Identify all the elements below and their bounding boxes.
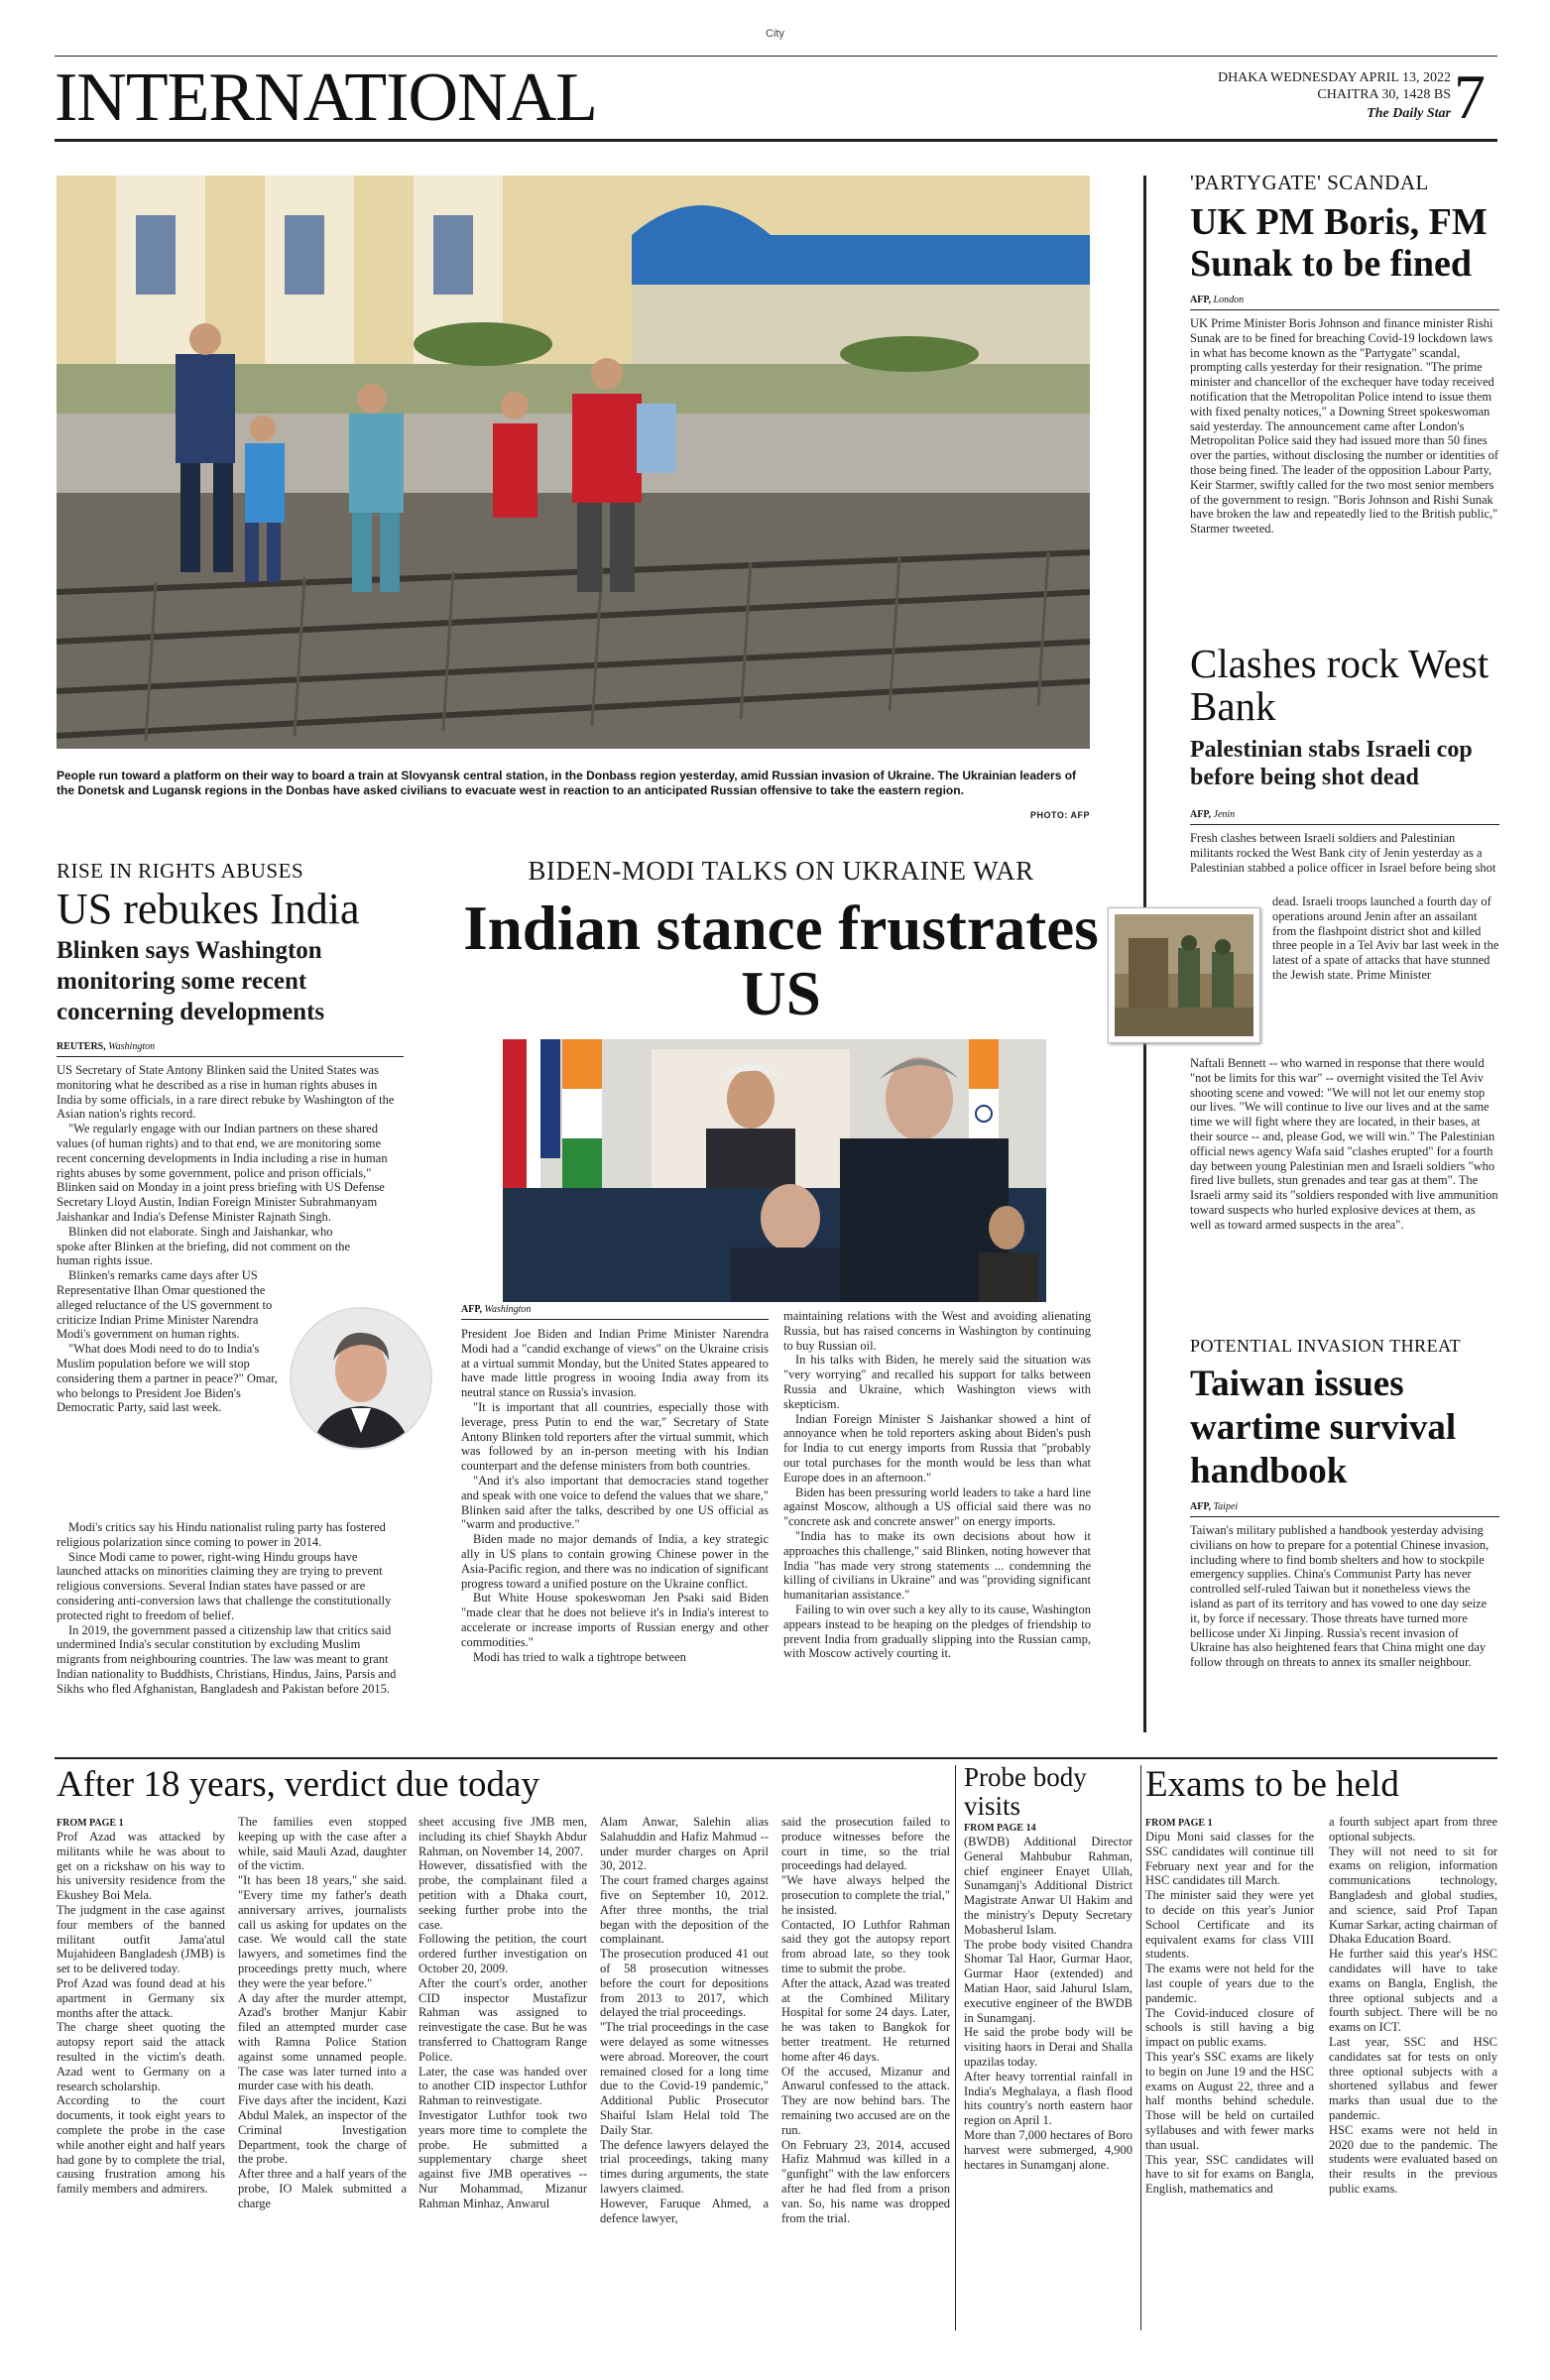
partygate-kicker: 'PARTYGATE' SCANDAL <box>1190 171 1429 194</box>
verdict-from: FROM PAGE 1 <box>57 1818 124 1829</box>
probe-left-rule <box>955 1765 956 2330</box>
westbank-subhead: Palestinian stabs Israeli cop before being shot dead <box>1190 737 1473 790</box>
paragraph: Modi's critics say his Hindu nationalist ruling party has fostered religious polarization since coming to power in 2014. <box>57 1520 386 1549</box>
partygate-byline: AFP, London <box>1190 295 1245 305</box>
probe-from: FROM PAGE 14 <box>964 1823 1036 1834</box>
verdict-headline: After 18 years, verdict due today <box>57 1764 539 1805</box>
westbank-body-rest: Naftali Bennett -- who warned in response that there would "not be limits for this war" -- overnight visited the Tel Aviv shooting scene and vowed: "We will not let our enemy stop our lives. "We will continue to live our lives and at the same time we will fight where they are located, in their bases, at their source -- and, please God, we will win." The Palestinian official news agency Wafa said "clashes erupted" for a fourth day between young Palestinian men and Israeli soldiers "who fired live bullets, stun grenades and tear gas at them". The Israeli army said its "soldiers responded with live ammunition toward suspects who hurled explosive devices at them, as well as toward armed suspects in the area". <box>1190 1056 1498 1232</box>
india-rights-headline: US rebukes India <box>57 885 360 933</box>
biden-modi-kicker: BIDEN-MODI TALKS ON UKRAINE WAR <box>528 856 1034 886</box>
paragraph: "We regularly engage with our Indian partners on these shared values (of human rights) and to that end, we are monitoring some recent concerning developments in India including a rise in human rights abuses by some government, police and prison officials," Blinken said on Monday in a joint press briefing with US Defense Secretary Lloyd Austin, Indian Foreign Minister Subrahmanyam Jaishankar and India's Defense Minister Rajnath Singh. <box>57 1122 388 1224</box>
paragraph: "What does Modi need to do to India's Muslim population before we will stop considering them a partner in peace?" Omar, who belongs to President Joe Biden's Democratic Party, said last week. <box>57 1342 278 1415</box>
paragraph: In his talks with Biden, he merely said the situation was "very worrying" and recalled his support for talks between Russia and Ukraine, which Washington views with skepticism. <box>783 1353 1091 1411</box>
probe-headline: Probe body visits <box>964 1762 1087 1821</box>
top-rule <box>55 56 1497 57</box>
biden-modi-rule <box>461 1319 769 1320</box>
india-rights-subhead: Blinken says Washington monitoring some recent concerning developments <box>57 937 325 1025</box>
exams-headline: Exams to be held <box>1145 1764 1399 1805</box>
partygate-body: UK Prime Minister Boris Johnson and finance minister Rishi Sunak are to be fined for breaching Covid-19 lockdown laws in what has become known as the "Partygate" scandal, prompting calls yesterday for their resignation. "The prime minister and chancellor of the exchequer have today received notification that the Metropolitan Police intend to issue them with fixed penalty notices," a Downing Street spokeswoman said yesterday. The announcement came after London's Metropolitan Police said they had issued more than 50 fines over the parties, without disclosing the number or identities of those being fined. The leader of the opposition Labour Party, Keir Starmer, swiftly called for the two most senior members of the government to resign. "Boris Johnson and Rishi Sunak have broken the law and repeatedly lied to the British public," Starmer tweeted. <box>1190 316 1499 536</box>
westbank-photo-image <box>1109 908 1259 1042</box>
paragraph: Modi has tried to walk a tightrope between <box>473 1649 686 1664</box>
taiwan-rule <box>1190 1516 1499 1517</box>
paragraph: Since Modi came to power, right-wing Hindu groups have launched attacks on minorities claiming they are trying to prevent religious conversions. Several Indian states have passed or are considering anti-conversion laws that challenge the constitutionally protected right to freedom of belief. <box>57 1549 392 1622</box>
india-rights-body-bottom <box>57 1520 404 1697</box>
taiwan-story <box>1190 1336 1499 1670</box>
westbank-headline: Clashes rock West Bank <box>1190 641 1490 729</box>
lead-photo-image <box>57 176 1090 749</box>
probe-right-rule <box>1140 1765 1141 2330</box>
lead-photo-caption: People run toward a platform on their way to board a train at Slovyansk central station, in the Donbass region yesterday, amid Russian invasion of Ukraine. The Ukrainian leaders of the Donetsk and Lugansk regions in the Donbas have asked civilians to evacuate west in reaction to an anticipated Russian offensive to take the eastern region. <box>57 769 1077 797</box>
partygate-rule <box>1190 309 1499 310</box>
paper-name: The Daily Star <box>1367 106 1451 121</box>
paragraph: Biden has been pressuring world leaders to take a hard line against Moscow, although a US official said there was no "concrete ask and concrete answer" on energy imports. <box>783 1485 1091 1529</box>
paragraph: US Secretary of State Antony Blinken said the United States was monitoring what he described as a rise in human rights abuses in India by some officials, in a rare direct rebuke by Washington of the Asian nation's rights record. <box>57 1063 395 1122</box>
westbank-photo <box>1108 907 1260 1043</box>
blinken-portrait-image <box>292 1309 430 1448</box>
section-label: City <box>766 28 784 40</box>
partygate-story <box>1190 171 1499 536</box>
page-number: 7 <box>1454 61 1486 132</box>
paragraph: "And it's also important that democracies stand together and speak with one voice to defend the values that we share," Blinken said after the talks, described by one US official as "warm and productive." <box>461 1473 769 1532</box>
paragraph: President Joe Biden and Indian Prime Minister Narendra Modi had a "candid exchange of views" on the Ukraine crisis at a virtual summit Monday, but the United States appeared to have made little progress in wooing India away from its neutral stance on Russia's invasion. <box>461 1327 769 1400</box>
taiwan-byline: AFP, Taipei <box>1190 1501 1239 1512</box>
biden-modi-headline: Indian stance frustrates US <box>463 893 1099 1028</box>
verdict-col-3: sheet accusing five JMB men, including its chief Shaykh Abdur Rahman, on November 14, 2007. However, dissatisfied with the probe, the complainant filed a petition with a Dhaka court, seeking further probe into the case. Following the petition, the court ordered further investigation on October 20, 2009. After the court's order, another CID inspector Mustafizur Rahman was assigned to reinvestigate the case. But he was transferred to Chattogram Range Police. Later, the case was handed over to another CID inspector Luthfor Rahman to reinvestigate. Investigator Luthfor took two years more time to complete the probe. He submitted a supplementary charge sheet against five JMB operatives -- Nur Mohammad, Mizanur Rahman Minhaz, Anwarul <box>418 1815 587 2210</box>
blinken-portrait <box>290 1307 432 1450</box>
exams-col-1: Dipu Moni said classes for the SSC candidates will continue till February next year and for the HSC candidates till March. The minister said they were yet to decide on this year's Junior School Certificate and its equivalent exams for class VIII students. The exams were not held for the last couple of years due to the pandemic. The Covid-induced closure of schools is still having a big impact on public exams. This year's SSC exams are likely to begin on June 19 and the HSC exams on August 22, three and a half months behind schedule. Those will be held on curtailed syllabuses and with fewer marks than usual. This year, SSC candidates will have to sit for exams on Bangla, English, mathematics and <box>1145 1830 1314 2197</box>
section-title: INTERNATIONAL <box>55 60 597 136</box>
paragraph: Indian Foreign Minister S Jaishankar showed a hint of annoyance when he told reporters asking about Biden's push for India to cut energy imports from Russia that "probably our total purchases for the month would be less than what Europe does in an afternoon." <box>783 1411 1091 1485</box>
exams-from: FROM PAGE 1 <box>1145 1818 1213 1829</box>
biden-modi-photo <box>503 1039 1046 1302</box>
dateline-bs: CHAITRA 30, 1428 BS <box>1317 87 1451 102</box>
paragraph: Blinken did not elaborate. Singh and Jaishankar, who spoke after Blinken at the briefing, did not comment on the human rights issue. <box>57 1224 351 1268</box>
paragraph: Blinken's remarks came days after US Representative Ilhan Omar questioned the alleged reluctance of the US government to criticize Indian Prime Minister Narendra Modi's government on human rights. <box>57 1268 273 1342</box>
probe-body: (BWDB) Additional Director General Mahbubur Rahman, chief engineer Enayet Ullah, Sunamganj's Additional District Magistrate Anwar Ul Hakim and the ministry's Deputy Secretary Mobasherul Islam. The probe body visited Chandra Shomar Tal Haor, Gurmar Haor, Gurmar Haor (extended) and Matian Haor, said Jahurul Islam, executive engineer of the BWDB in Sunamganj. He said the probe body will be visiting haors in Derai and Shalla upazilas today. After heavy torrential rainfall in India's Meghalaya, a flash flood hits country's north eastern haor region on April 1. More than 7,000 hectares of Boro harvest were submerged, 4,900 hectares in Sunamganj alone. <box>964 1835 1133 2172</box>
biden-modi-photo-image <box>503 1039 1046 1302</box>
westbank-byline: AFP, Jenin <box>1190 809 1236 820</box>
taiwan-headline: Taiwan issues wartime survival handbook <box>1190 1364 1457 1491</box>
paragraph: maintaining relations with the West and avoiding alienating Russia, but has raised concerns in Washington by continuing to buy Russian oil. <box>783 1309 1091 1353</box>
dateline: DHAKA WEDNESDAY APRIL 13, 2022 <box>1217 70 1451 85</box>
taiwan-body: Taiwan's military published a handbook yesterday advising civilians on how to prepare for a potential Chinese invasion, including where to find bomb shelters and how to stockpile emergency supplies. China's Communist Party has never controlled self-ruled Taiwan but it nonetheless views the island as part of its territory and has vowed to one day seize it, by force if necessary. Those threats have turned more bellicose under Xi Jinping. Russia's recent invasion of Ukraine has also heightened fears that China might one day follow through on threats to annex its smaller neighbour. <box>1190 1523 1490 1670</box>
india-rights-kicker: RISE IN RIGHTS ABUSES <box>57 859 304 883</box>
biden-modi-col1 <box>461 1327 769 1664</box>
taiwan-kicker: POTENTIAL INVASION THREAT <box>1190 1336 1462 1356</box>
paragraph: Failing to win over such a key ally to its cause, Washington appears instead to be heaping on the pledges of friendship to prevent India from gradually slipping into the Russian camp, with Moscow actively courting it. <box>783 1602 1091 1661</box>
westbank-rule <box>1190 824 1499 825</box>
lead-photo-credit: PHOTO: AFP <box>1029 810 1090 820</box>
partygate-headline: UK PM Boris, FM Sunak to be fined <box>1190 201 1488 285</box>
exams-col-2: a fourth subject apart from three optional subjects. They will not need to sit for exams on religion, information communications technology, Bangladesh and global studies, and science, said Prof Tapan Kumar Sarkar, acting chairman of Dhaka Education Board. He further said this year's HSC candidates will have to take exams on Bangla, English, the three optional subjects and a fourth subject. There will be no exams on ICT. Last year, SSC and HSC candidates sat for tests on only three optional subjects with a shortened syllabus and fewer marks than usual due to the pandemic. HSC exams were not held in 2020 due to the pandemic. The students were evaluated based on their results in the previous public exams. <box>1329 1815 1497 2196</box>
lead-photo <box>57 176 1090 749</box>
verdict-col-5: said the prosecution failed to produce witnesses before the court in time, so the trial proceedings had delayed. "We have always helped the prosecution to complete the trial," he insisted. Contacted, IO Luthfor Rahman said they got the autopsy report from abroad late, so they took time to submit the probe. After the attack, Azad was treated at the Combined Military Hospital for some 24 days. Later, he was taken to Bangkok for better treatment. He returned home after 46 days. Of the accused, Mizanur and Anwarul confessed to the attack. They are now behind bars. The remaining two accused are on the run. On February 23, 2014, accused Hafiz Mahmud was killed in a "gunfight" with the law enforcers after he had fled from a prison van. So, his name was dropped from the trial. <box>781 1815 950 2225</box>
westbank-body-top: Fresh clashes between Israeli soldiers and Palestinian militants rocked the West Bank city of Jenin yesterday as a Palestinian stabbed a police officer in Israel before being shot <box>1190 831 1496 875</box>
westbank-story <box>1190 643 1499 875</box>
paragraph: "India has to make its own decisions about how it approaches this challenge," said Blinken, noting however that India "has made very strong statements ... condemning the killing of civilians in Ukraine" and was "providing significant humanitarian assistance." <box>783 1528 1091 1603</box>
masthead-rule <box>55 139 1497 142</box>
biden-modi-col2 <box>783 1309 1091 1661</box>
biden-modi-byline: AFP, Washington <box>461 1304 532 1315</box>
bottom-section-rule <box>55 1757 1497 1759</box>
paragraph: "It is important that all countries, especially those with leverage, press Putin to end the war," Secretary of State Antony Blinken told reporters after the virtual summit, which was followed by an in-person meeting with his Indian counterpart and the defense ministers from both countries. <box>461 1399 769 1474</box>
india-rights-rule <box>57 1056 404 1057</box>
india-rights-byline: REUTERS, Washington <box>57 1041 156 1052</box>
westbank-body-wrap: dead. Israeli troops launched a fourth day of operations around Jenin after an assailant from the flashpoint district shot and killed three people in a Tel Aviv bar last week in the latest of a spate of attacks that have stunned the Jewish state. Prime Minister <box>1272 894 1499 982</box>
verdict-col-2: The families even stopped keeping up with the case after a while, said Mauli Azad, daughter of the victim. "It has been 18 years," she said. "Every time my father's death anniversary arrives, journalists call us asking for updates on the case. We would call the state lawyers, and sometimes find the proceedings pretty much, where they were the year before." A day after the murder attempt, Azad's brother Manjur Kabir filed an attempted murder case with Ramna Police Station against some unnamed people. The case was later turned into a murder case with his death. Five days after the incident, Kazi Abdul Malek, an inspector of the Criminal Investigation Department, took the charge of the probe. After three and a half years of the probe, IO Malek submitted a charge <box>238 1815 407 2210</box>
paragraph: But White House spokeswoman Jen Psaki said Biden "made clear that he does not believe it's in India's interest to accelerate or increase imports of Russian energy and other commodities." <box>461 1591 769 1649</box>
paragraph: In 2019, the government passed a citizenship law that critics said undermined India's secular constitution by excluding Muslim migrants from neighbouring countries. The law was meant to grant Indian nationality to Buddhists, Christians, Hindus, Jains, Parsis and Sikhs who fled Afghanistan, Bangladesh and Pakistan before 2015. <box>57 1622 397 1696</box>
paragraph: Biden made no major demands of India, a key strategic ally in US plans to contain growing Chinese power in the Asia-Pacific region, and there was no indication of significant progress toward a unified posture on the Ukraine conflict. <box>461 1532 769 1591</box>
verdict-col-4: Alam Anwar, Salehin alias Salahuddin and Hafiz Mahmud -- under murder charges on April 30, 2012. The court framed charges against five on September 10, 2012. After three months, the trial began with the deposition of the complainant. The prosecution produced 41 out of 58 prosecution witnesses before the court for depositions from 2013 to 2017, which delayed the trial proceedings. "The trial proceedings in the case were delayed as some witnesses were abroad. Moreover, the court remained closed for a long time due to the Covid-19 pandemic," Additional Public Prosecutor Shaiful Islam Helal told The Daily Star. The defence lawyers delayed the trial proceedings, taking many times during arguments, the state lawyers claimed. However, Faruque Ahmed, a defence lawyer, <box>600 1815 769 2225</box>
verdict-col-1: Prof Azad was attacked by militants while he was about to get on a rickshaw on his way to his university residence from the Ekushey Boi Mela. The judgment in the case against four members of the banned militant outfit Jama'atul Mujahideen Bangladesh (JMB) is set to be delivered today. Prof Azad was found dead at his apartment in Germany six months after the attack. The charge sheet quoting the autopsy report said the attack resulted in the victim's death. Azad went to Germany on a research scholarship. According to the court documents, it took eight years to complete the probe in the case while another eight and half years had gone by to complete the trial, causing frustration among his family members and admirers. <box>57 1830 225 2197</box>
